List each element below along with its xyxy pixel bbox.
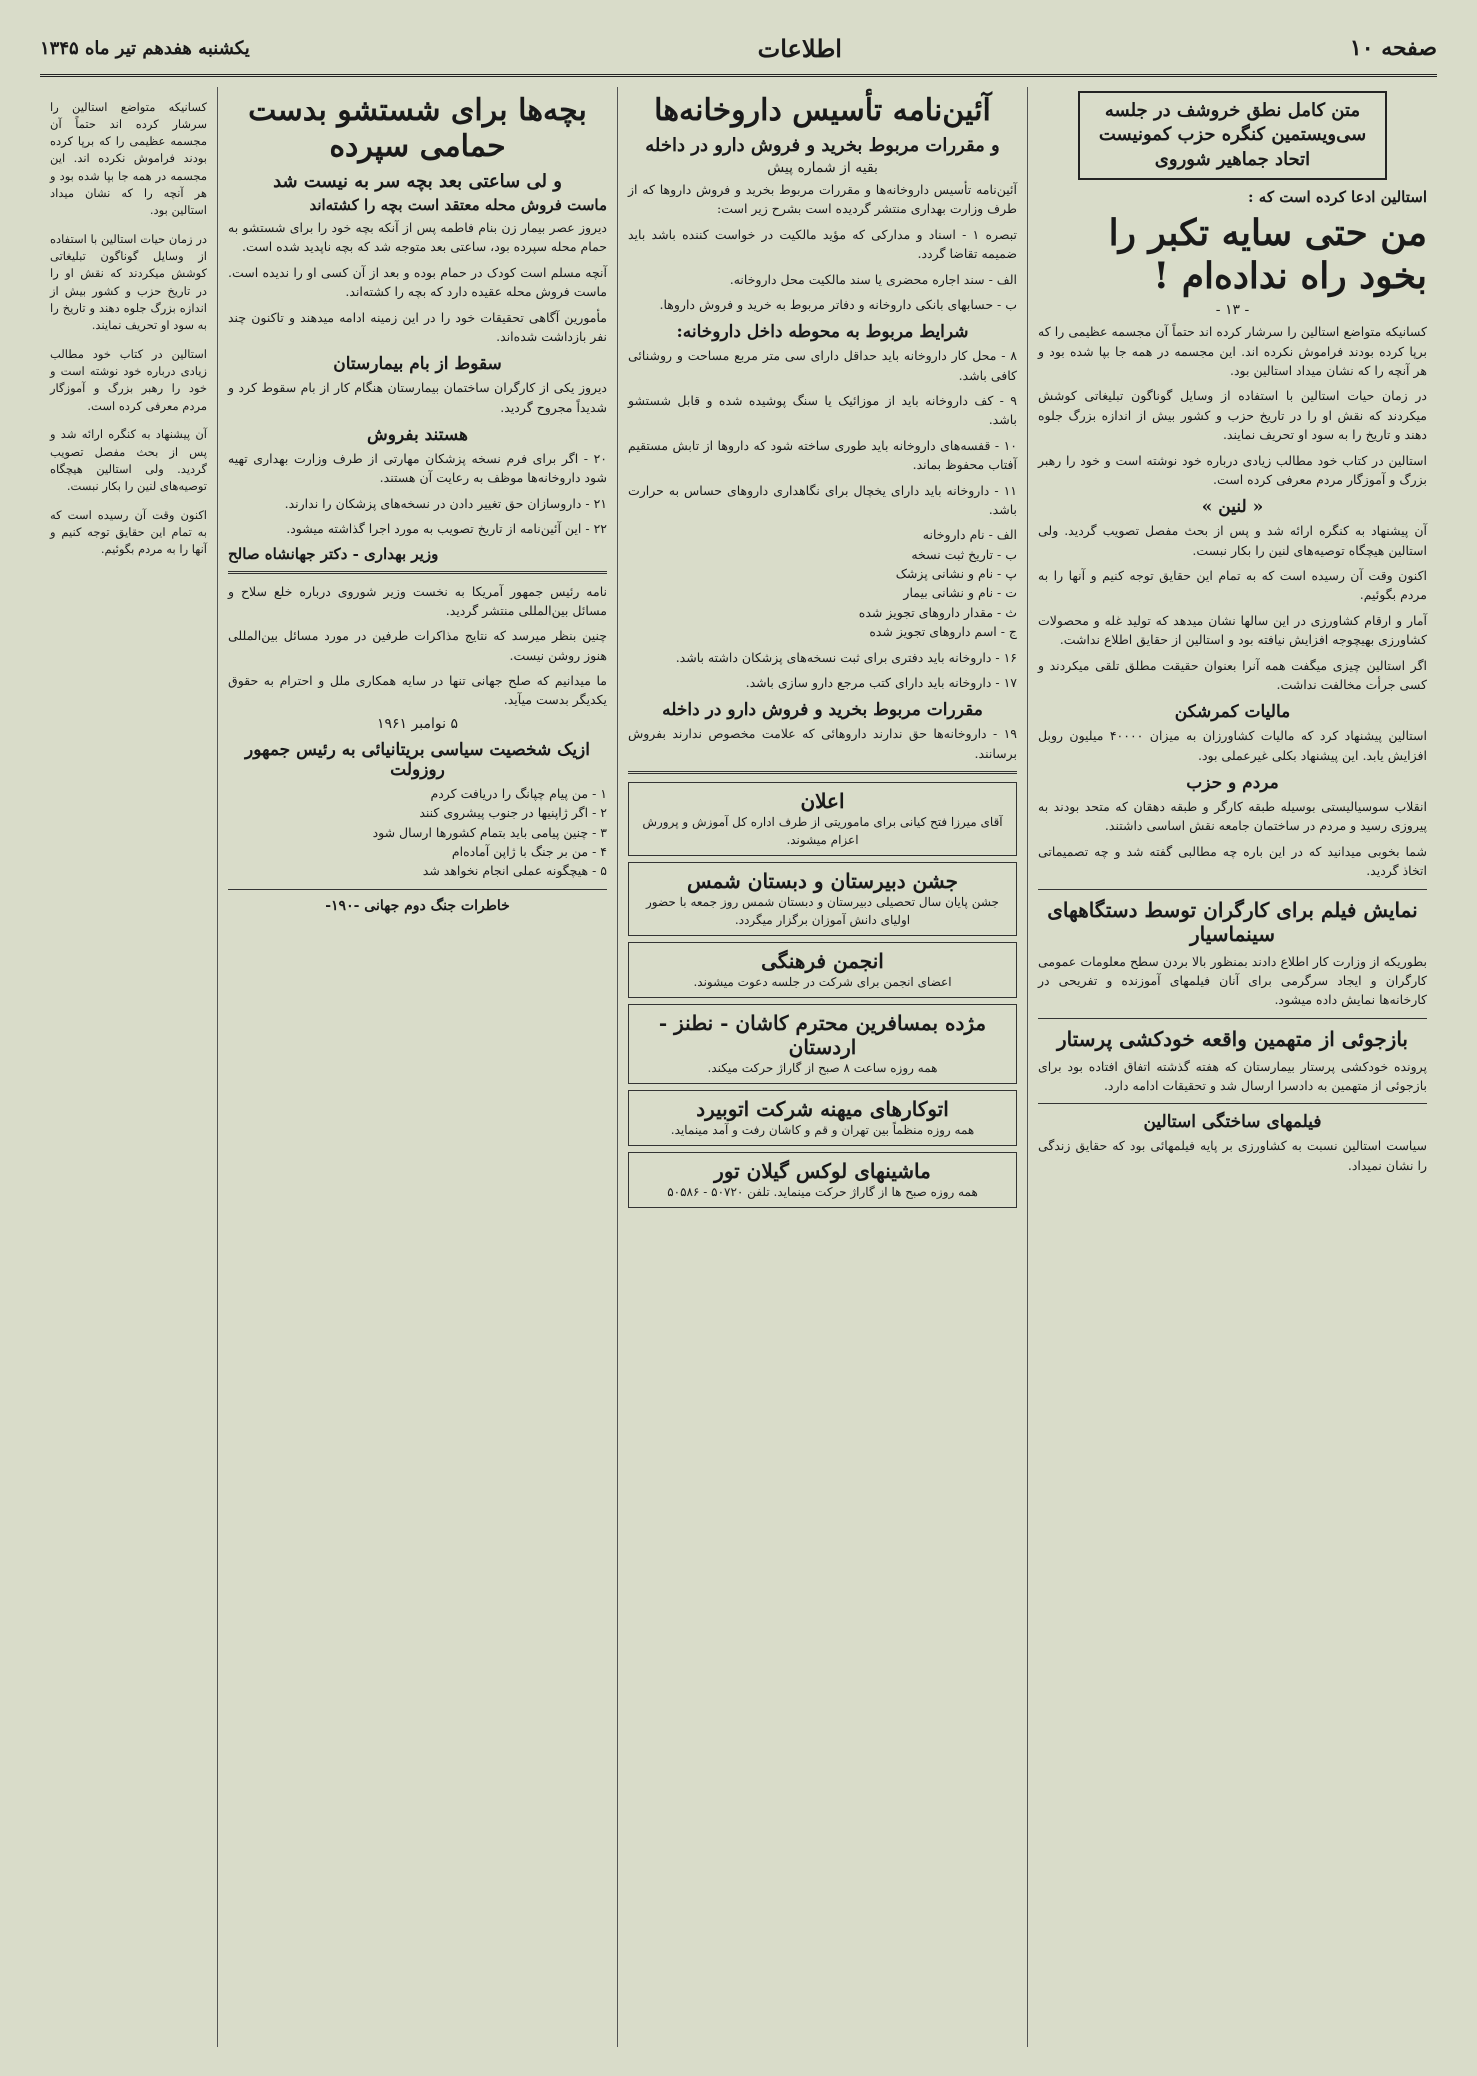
films-headline: فیلمهای ساختگی استالین	[1143, 1112, 1322, 1133]
story-headline: بازجوئی از متهمین واقعه خودکشی پرستار	[1057, 1026, 1408, 1051]
paragraph: بطوریکه از وزارت کار اطلاع دادند بمنظور بالا بردن سطح معلومات عمومی کارگران و ایجاد سرگرمی برای آنان فیلمهای آموزنده و تفریحی در کارخانه‌ها نمایش داده میشود.	[1038, 953, 1427, 1008]
paragraph: نامه رئیس جمهور آمریکا به نخست وزیر شوروی درباره خلع سلاح و مسائل بین‌المللی منتشر گردید.	[228, 583, 607, 618]
bath-headline: بچه‌ها برای شستشو بدست حمامی سپرده	[248, 93, 587, 164]
list-item: ج - اسم داروهای تجویز شده	[869, 624, 1017, 640]
subheading: « لنین »	[1201, 497, 1264, 518]
ad-body: اعضای انجمن برای شرکت در جلسه دعوت میشوند.	[693, 975, 952, 989]
ad-notice	[628, 782, 1017, 856]
ad-gilan-tour	[628, 1152, 1017, 1208]
paragraph: ب - حسابهای بانکی داروخانه و دفاتر مربوط به خرید و فروش داروها.	[659, 296, 1017, 312]
paragraph: در زمان حیات استالین با استفاده از وسایل گوناگون تبلیغاتی کوشش میکردند که نقش او را در تاریخ حزب و کشور بیش از اندازه بزرگ جلوه دهند و تاریخ را به سود او تحریف نمایند.	[1038, 388, 1427, 443]
article-kicker: استالین ادعا کرده است که :	[1248, 187, 1427, 206]
paragraph: ۱۷ - داروخانه باید دارای کتب مرجع دارو سازی باشد.	[745, 674, 1017, 690]
paragraph: آن پیشنهاد به کنگره ارائه شد و پس از بحث مفصل تصویب گردید. ولی استالین هیچگاه توصیه‌های لنین را بکار نبست.	[1038, 523, 1427, 558]
installment-number: - ۱۳ -	[1215, 302, 1250, 319]
list-item: ۵ - هیچگونه عملی انجام نخواهد شد	[422, 863, 607, 879]
paragraph: در زمان حیات استالین با استفاده از وسایل گوناگون تبلیغاتی کوشش میکردند که نقش او را در تاریخ حزب و کشور بیش از اندازه بزرگ جلوه دهند و تاریخ را به سود او تحریف نمایند.	[50, 231, 207, 332]
column-khrushchev	[1027, 87, 1437, 2047]
column-narrow	[40, 87, 217, 2047]
list-item: ت - نام و نشانی بیمار	[903, 585, 1017, 601]
boxed-title: متن کامل نطق خروشف در جلسه سی‌ویستمین کنگره حزب کمونیست اتحاد جماهیر شوروی	[1078, 91, 1387, 180]
list-item: پ - نام و نشانی پزشک	[895, 566, 1017, 581]
paragraph: ۹ - کف داروخانه باید از موزائیک یا سنگ پوشیده شده و قابل شستشو باشد.	[628, 393, 1017, 428]
paragraph: آن پیشنهاد به کنگره ارائه شد و پس از بحث مفصل تصویب گردید. ولی استالین هیچگاه توصیه‌های لنین را بکار نبست.	[50, 427, 207, 493]
numbered-list	[228, 784, 607, 881]
paragraph: آمار و ارقام کشاورزی در این سالها نشان میدهد که تولید غله و محصولات کشاورزی بهیچوجه افزایش نیافته بود و استالین از حقایق اطلاع نداشت.	[1038, 612, 1427, 648]
pharmacy-subheadline: و مقررات مربوط بخرید و فروش دارو در داخله	[645, 135, 1000, 156]
subheading: مالیات کمرشکن	[1174, 702, 1291, 723]
paragraph: کسانیکه متواضع استالین را سرشار کرده اند حتماً آن مجسمه عظیمی را که برپا کرده بودند فراموش نکرده اند. این مجسمه در همه جا بپا شده بود و هر آنچه را که نشان میداد استالین بود.	[50, 99, 207, 217]
list-item: ۲ - اگر ژاپنیها در جنوب پیشروی کنند	[419, 805, 607, 821]
paragraph: چنین بنظر میرسد که نتایج مذاکرات طرفین در مورد مسائل بین‌المللی هنوز روشن نیست.	[228, 628, 607, 663]
paragraph: ۸ - محل کار داروخانه باید حداقل دارای سی متر مربع مساحت و روشنائی کافی باشد.	[628, 348, 1017, 383]
ad-body: جشن پایان سال تحصیلی دبیرستان و دبستان شمس روز جمعه با حضور اولیای دانش آموزان برگزار میگردد.	[646, 895, 999, 927]
paragraph: کسانیکه متواضع استالین را سرشار کرده اند حتماً آن مجسمه عظیمی را که برپا کرده بودند فراموش نکرده اند. این مجسمه در همه جا بپا شده بود و هر آنچه را که نشان میداد استالین بود.	[1038, 324, 1427, 379]
continued-note: بقیه از شماره پیش	[767, 160, 878, 176]
ad-body: همه روزه منظماً بین تهران و قم و کاشان رفت و آمد مینماید.	[670, 1123, 975, 1137]
column-bath-story	[217, 87, 617, 2047]
subheading: شرایط مربوط به محوطه داخل داروخانه:	[676, 322, 969, 343]
paragraph: آئین‌نامه تأسیس داروخانه‌ها و مقررات مربوط بخرید و فروش داروها که از طرف وزارت بهداری منتشر گردیده است بشرح زیر است:	[628, 182, 1017, 217]
ad-body: آقای میرزا فتح کیانی برای ماموریتی از طرف اداره کل آموزش و پرورش اعزام میشوند.	[642, 815, 1003, 847]
paragraph: سیاست استالین نسبت به کشاورزی بر پایه فیلمهائی بود که حقایق زندگی را نشان نمیداد.	[1038, 1138, 1427, 1173]
register-list	[628, 525, 1017, 641]
column-pharmacy	[617, 87, 1027, 2047]
paragraph: دیروز عصر بیمار زن بنام فاطمه پس از آنکه بچه خود را برای شستشو به حمام محله سپرده بود، ساعتی بعد متوجه شد که بچه ناپدید شده است.	[228, 220, 607, 255]
subheading: ازیک شخصیت سیاسی بریتانیائی به رئیس جمهور روزولت	[245, 739, 590, 780]
list-item: ۱ - من پیام چپانگ را دریافت کردم	[430, 785, 607, 801]
paragraph: استالین پیشنهاد کرد که مالیات کشاورزان به میزان ۴۰۰۰۰ میلیون روبل افزایش یابد. این پیشنهاد بکلی غیرعملی بود.	[1038, 728, 1427, 763]
ad-title: اتوکارهای میهنه شرکت اتوبیرد	[696, 1097, 949, 1121]
page-number: صفحه ۱۰	[1349, 35, 1437, 61]
paragraph: دیروز یکی از کارگران ساختمان بیمارستان هنگام کار از بام سقوط کرد و شدیداً مجروح گردید.	[228, 380, 607, 415]
subheading: مقررات مربوط بخرید و فروش دارو در داخله	[662, 700, 983, 721]
ad-travel	[628, 1004, 1017, 1084]
list-item: ۴ - من بر جنگ با ژاپن آماده‌ام	[451, 843, 607, 859]
bath-subheadline: و لی ساعتی بعد بچه سر به نیست شد	[273, 171, 562, 192]
subheading: سقوط از بام بیمارستان	[333, 354, 502, 375]
ad-society	[628, 942, 1017, 998]
series-footer: خاطرات جنگ دوم جهانی -۱۹۰-	[325, 897, 510, 914]
paragraph: اگر استالین چیزی میگفت همه آنرا بعنوان حقیقت مطلق تلقی میکردند و کسی جرأت مخالفت نداشت.	[1038, 657, 1427, 692]
paragraph: ۱۹ - داروخانه‌ها حق ندارند داروهائی که علامت مخصوص ندارند بفروش برسانند.	[628, 726, 1017, 761]
newspaper-name: اطلاعات	[757, 33, 842, 63]
paragraph: انقلاب سوسیالیستی بوسیله طبقه کارگر و طبقه دهقان که متحد بودند به پیروزی رسید و مردم در ساختمان جامعه نقش اساسی داشتند.	[1038, 799, 1427, 834]
signature-line: وزیر بهداری - دکتر جهانشاه صالح	[228, 544, 439, 563]
ad-title: ماشینهای لوکس گیلان تور	[714, 1159, 931, 1183]
paragraph: ۲۲ - این آئین‌نامه از تاریخ تصویب به مورد اجرا گذاشته میشود.	[286, 521, 607, 537]
subheading: هستند بفروش	[367, 425, 468, 445]
ad-title: اعلان	[800, 789, 845, 813]
subheading: مردم و حزب	[1186, 773, 1279, 794]
paragraph: ۲۰ - اگر برای فرم نسخه پزشکان مهارتی از طرف وزارت بهداری تهیه شود داروخانه‌ها موظف به رعایت آن هستند.	[228, 451, 607, 486]
bath-kicker: ماست فروش محله معتقد است بچه را کشته‌اند	[309, 196, 607, 214]
paragraph: شما بخوبی میدانید که در این باره چه مطالبی گفته شد و چه تصمیماتی اتخاذ گردید.	[1038, 843, 1427, 879]
paragraph: تبصره ۱ - اسناد و مدارکی که مؤید مالکیت در خواست کننده باشد باید ضمیمه تقاضا گردد.	[628, 226, 1017, 262]
paragraph: استالین در کتاب خود مطالب زیادی درباره خود نوشته است و خود را رهبر بزرگ و آموزگار مردم معرفی کرده است.	[50, 346, 207, 413]
paragraph: ۱۶ - داروخانه باید دفتری برای ثبت نسخه‌های پزشکان داشته باشد.	[675, 649, 1017, 665]
ad-title: مژده بمسافرین محترم کاشان - نطنز - اردستان	[658, 1011, 987, 1059]
ad-title: جشن دبیرستان و دبستان شمس	[686, 869, 958, 893]
date-signoff: ۵ نوامبر ۱۹۶۱	[377, 715, 458, 732]
masthead	[40, 28, 1437, 77]
paragraph: اکنون وقت آن رسیده است که به تمام این حقایق توجه کنیم و آنها را به مردم بگوئیم.	[1038, 568, 1427, 603]
paragraph: ۲۱ - داروسازان حق تغییر دادن در نسخه‌های پزشکان را ندارند.	[284, 495, 607, 511]
columns	[40, 87, 1437, 2047]
paragraph: پرونده خودکشی پرستار بیمارستان که هفته گذشته اتفاق افتاده بود برای بازجوئی از متهمین به دادسرا ارسال شد و تحقیقات ادامه دارد.	[1038, 1058, 1427, 1094]
ad-title: انجمن فرهنگی	[761, 949, 884, 973]
ad-body: همه روزه صبح ها از گاراژ حرکت مینماید. تلفن ۵۰۷۲۰ - ۵۰۵۸۶	[667, 1185, 978, 1199]
list-item: ۳ - چنین پیامی باید بتمام کشورها ارسال شود	[372, 824, 607, 840]
ad-bus-company	[628, 1090, 1017, 1146]
ad-school	[628, 862, 1017, 936]
issue-date: یکشنبه هفدهم تیر ماه ۱۳۴۵	[40, 37, 250, 59]
list-item: ث - مقدار داروهای تجویز شده	[858, 604, 1017, 620]
paragraph: اکنون وقت آن رسیده است که به تمام این حقایق توجه کنیم و آنها را به مردم بگوئیم.	[50, 507, 207, 557]
paragraph: مأمورین آگاهی تحقیقات خود را در این زمینه ادامه میدهند و تاکنون چند نفر بازداشت شده‌اند.	[228, 309, 607, 344]
paragraph: ۱۰ - قفسه‌های داروخانه باید طوری ساخته شود که داروها از تابش مستقیم آفتاب محفوظ بماند.	[628, 437, 1017, 473]
list-item: ب - تاریخ ثبت نسخه	[911, 546, 1017, 562]
paragraph: الف - سند اجاره محضری یا سند مالکیت محل داروخانه.	[729, 271, 1017, 287]
paragraph: استالین در کتاب خود مطالب زیادی درباره خود نوشته است و خود را رهبر بزرگ و آموزگار مردم معرفی کرده است.	[1038, 452, 1427, 487]
paragraph: ما میدانیم که صلح جهانی تنها در سایه همکاری ملل و احترام به حقوق یکدیگر بدست میآید.	[228, 673, 607, 708]
article-headline: من حتی سایه تکبر را بخود راه نداده‌ام !	[1108, 211, 1427, 298]
ad-body: همه روزه ساعت ۸ صبح از گاراژ حرکت میکند.	[707, 1061, 938, 1075]
list-item: الف - نام داروخانه	[922, 527, 1017, 543]
cinema-headline: نمایش فیلم برای کارگران توسط دستگاههای سینماسیار	[1047, 897, 1418, 946]
pharmacy-headline: آئین‌نامه تأسیس داروخانه‌ها	[654, 93, 991, 128]
paragraph: ۱۱ - داروخانه باید دارای یخچال برای نگاهداری داروهای حساس به حرارت باشد.	[628, 482, 1017, 517]
paragraph: آنچه مسلم است کودک در حمام بوده و بعد از آن کسی او را ندیده است. ماست فروش محله عقیده دارد که بچه را کشته‌اند.	[228, 264, 607, 300]
